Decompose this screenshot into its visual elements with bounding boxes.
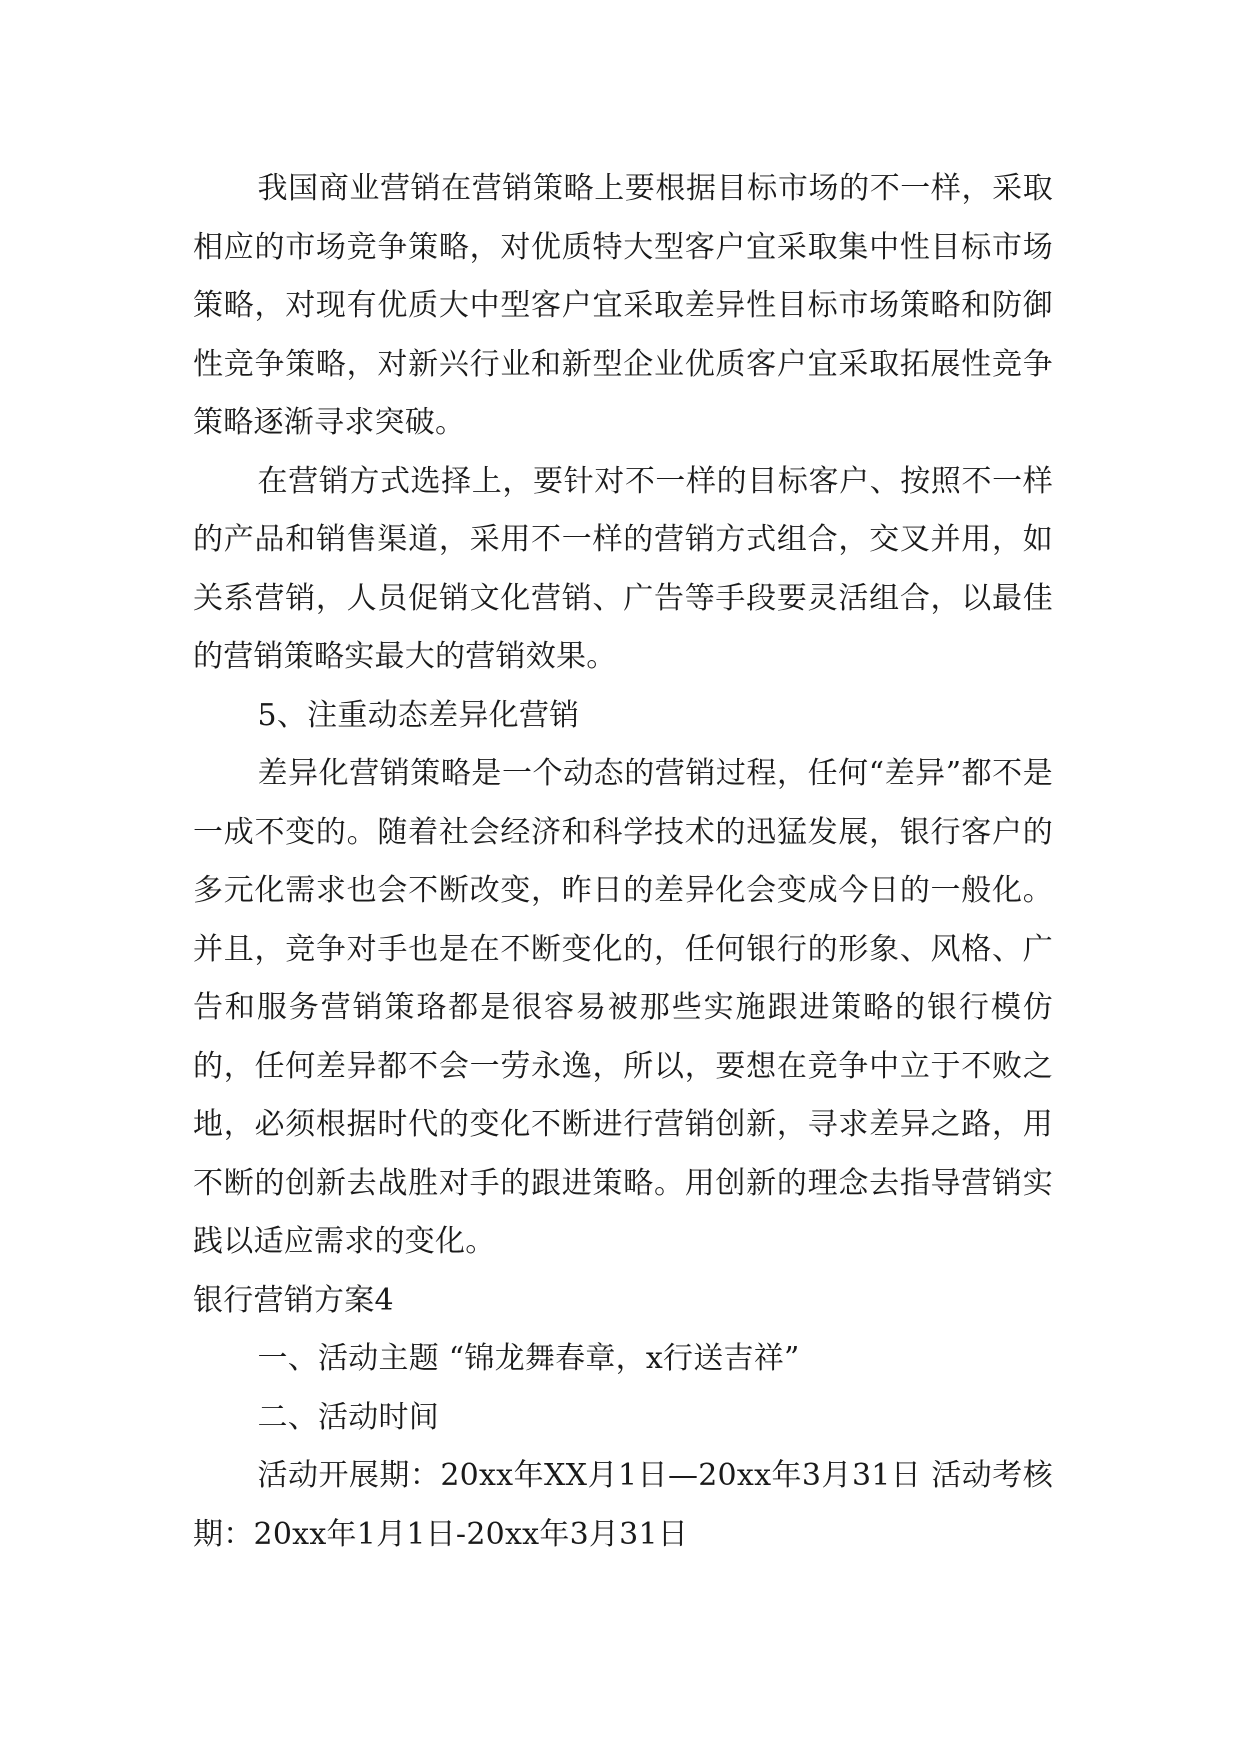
paragraph-marketing-strategy: 我国商业营销在营销策略上要根据目标市场的不一样，采取相应的市场竞争策略，对优质特大型客户宜采取集中性目标市场策略，对现有优质大中型客户宜采取差异性目标市场策略和防御性竞争策略，对新兴行业和新型企业优质客户宜采取拓展性竞争策略逐渐寻求突破。 (193, 171, 1053, 440)
section-heading-dynamic-marketing: 5、注重动态差异化营销 (257, 697, 580, 733)
activity-time-heading: 二、活动时间 (257, 1399, 439, 1435)
section-title-plan-4: 银行营销方案4 (193, 1282, 394, 1318)
paragraph-dynamic-differentiation: 差异化营销策略是一个动态的营销过程，任何“差异”都不是一成不变的。随着社会经济和科学技术的迅猛发展，银行客户的多元化需求也会不断改变，昨日的差异化会变成今日的一般化。并且，竞争对手也是在不断变化的，任何银行的形象、风格、广告和服务营销策珞都是很容易被那些实施跟进策略的银行模仿的，任何差异都不会一劳永逸，所以，要想在竞争中立于不败之地，必须根据时代的变化不断进行营销创新，寻求差异之路，用不断的创新去战胜对手的跟进策略。用创新的理念去指导营销实践以适应需求的变化。 (193, 756, 1053, 1259)
paragraph-marketing-methods: 在营销方式选择上，要针对不一样的目标客户、按照不一样的产品和销售渠道，采用不一样的营销方式组合，交叉并用，如关系营销，人员促销文化营销、广告等手段要灵活组合，以最佳的营销策略实最大的营销效果。 (193, 463, 1053, 674)
activity-theme: 一、活动主题 “锦龙舞春章，x行送吉祥” (257, 1341, 800, 1376)
document-page (193, 160, 1053, 1564)
activity-periods: 活动开展期：20xx年XX月1日—20xx年3月31日 活动考核期：20xx年1月1日-20xx年3月31日 (193, 1458, 1053, 1552)
